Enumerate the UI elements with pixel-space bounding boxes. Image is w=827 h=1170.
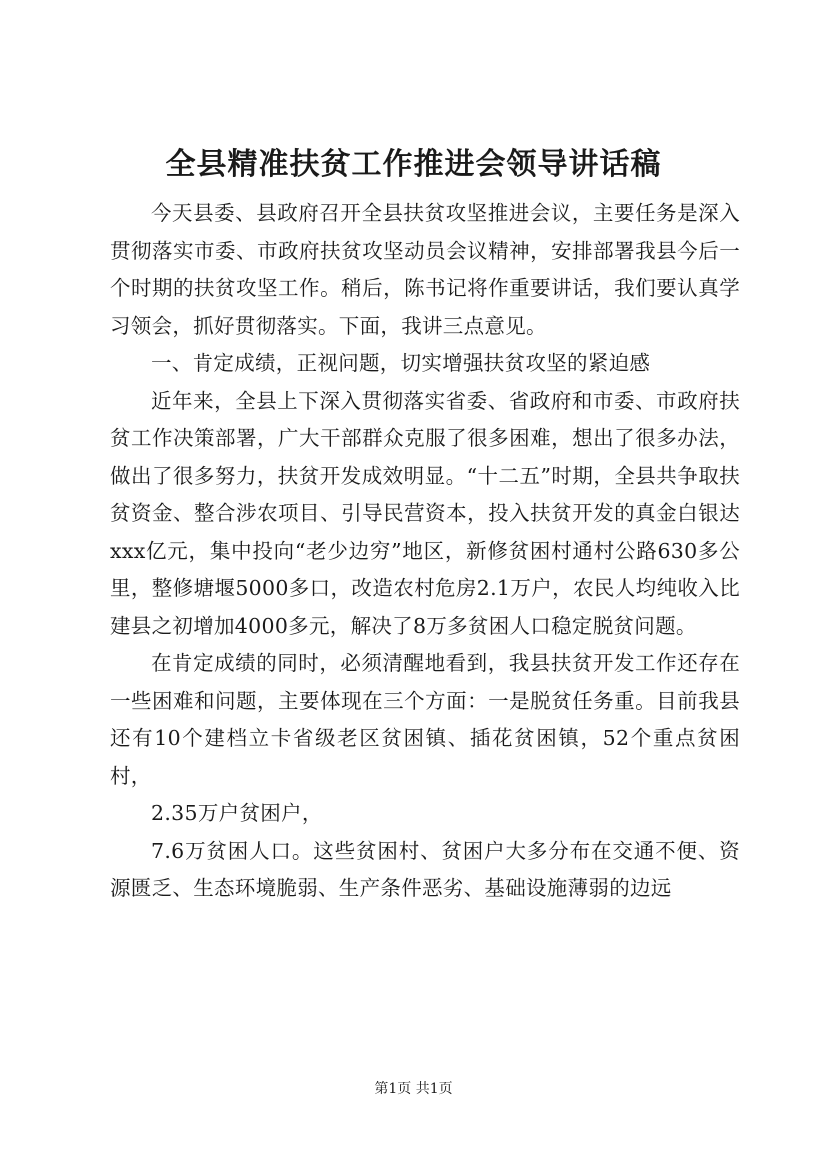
- section-heading-1: 一、肯定成绩，正视问题，切实增强扶贫攻坚的紧迫感: [151, 351, 651, 375]
- paragraph-population: 7.6万贫困人口。这些贫困村、贫困户大多分布在交通不便、资源匮乏、生态环境脆弱、生产条件恶劣、基础设施薄弱的边远: [110, 838, 740, 900]
- paragraph-intro: 今天县委、县政府召开全县扶贫攻坚推进会议，主要任务是深入贯彻落实市委、市政府扶贫攻坚动员会议精神，安排部署我县今后一个时期的扶贫攻坚工作。稍后，陈书记将作重要讲话，我们要认真学习领会，抓好贯彻落实。下面，我讲三点意见。: [110, 201, 740, 338]
- paragraph-households: 2.35万户贫困户，: [151, 801, 323, 825]
- document-title: 全县精准扶贫工作推进会领导讲话稿: [165, 147, 662, 182]
- page-footer: 第1页 共1页: [374, 1081, 453, 1097]
- paragraph-problems: 在肯定成绩的同时，必须清醒地看到，我县扶贫开发工作还存在一些困难和问题，主要体现在三个方面：一是脱贫任务重。目前我县还有10个建档立卡省级老区贫困镇、插花贫困镇，52个重点贫困村，: [110, 651, 740, 788]
- document-body: [110, 195, 740, 908]
- paragraph-achievements: 近年来，全县上下深入贯彻落实省委、省政府和市委、市政府扶贫工作决策部署，广大干部群众克服了很多困难，想出了很多办法，做出了很多努力，扶贫开发成效明显。“十二五”时期，全县共争取扶贫资金、整合涉农项目、引导民营资本，投入扶贫开发的真金白银达xxx亿元，集中投向“老少边穷”地区，新修贫困村通村公路630多公里，整修塘堰5000多口，改造农村危房2.1万户，农民人均纯收入比建县之初增加4000多元，解决了8万多贫困人口稳定脱贫问题。: [110, 388, 740, 638]
